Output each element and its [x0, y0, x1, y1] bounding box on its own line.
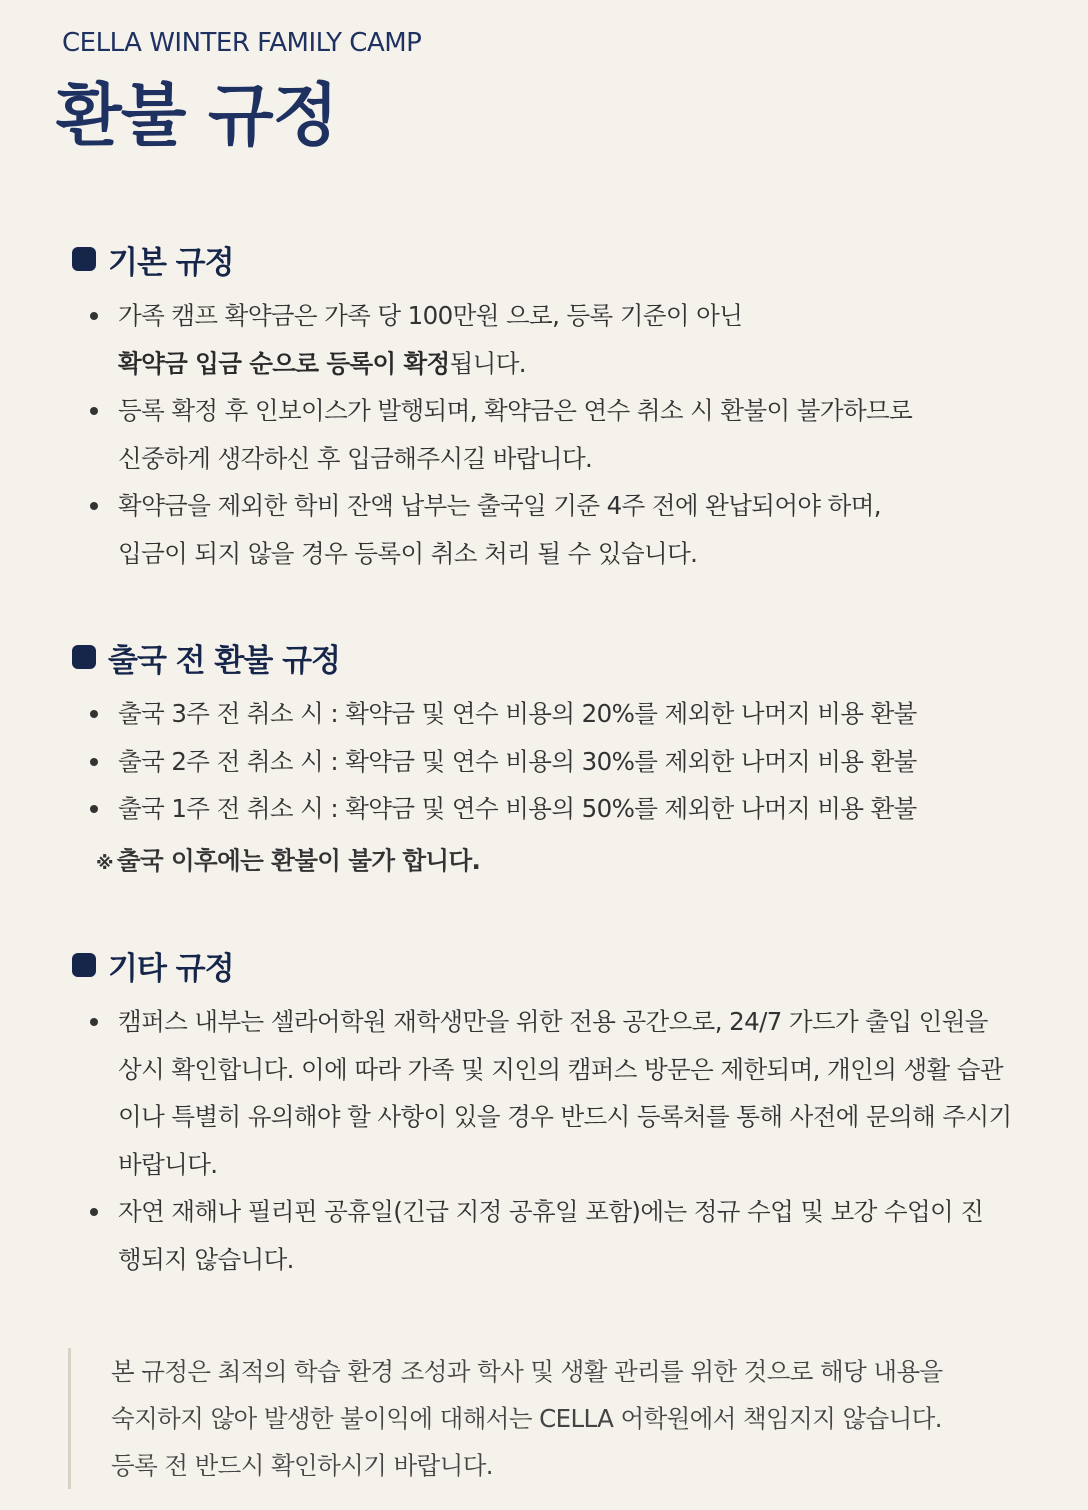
- list-item: [72, 387, 1072, 482]
- section-refund-before-departure: [72, 634, 1072, 886]
- item-text: 출국 2주 전 취소 시 : 확약금 및 연수 비용의 30%를 제외한 나머지 비용 환불: [118, 746, 917, 776]
- bullet-dot-icon: [90, 1018, 98, 1026]
- item-text: 입금이 되지 않을 경우 등록이 취소 처리 될 수 있습니다.: [118, 538, 698, 568]
- section-title: 기타 규정: [108, 950, 234, 987]
- bullet-dot-icon: [90, 1208, 98, 1216]
- disclaimer-text: 등록 전 반드시 확인하시기 바랍니다.: [111, 1451, 493, 1480]
- bullet-dot-icon: [90, 312, 98, 320]
- item-text: 가족 캠프 확약금은 가족 당 100만원 으로, 등록 기준이 아닌: [118, 301, 743, 330]
- section-basic-rules: [72, 236, 1072, 577]
- disclaimer-quote: [68, 1348, 1088, 1489]
- item-text: 출국 3주 전 취소 시 : 확약금 및 연수 비용의 20%를 제외한 나머지 비용 환불: [118, 699, 917, 728]
- note-text: 출국 이후에는 환불이 불가 합니다.: [116, 845, 481, 875]
- item-text: 확약금을 제외한 학비 잔액 납부는 출국일 기준 4주 전에 완납되어야 하며,: [118, 491, 881, 520]
- disclaimer-text: 숙지하지 않아 발생한 불이익에 대해서는 CELLA 어학원에서 책임지지 않습니다.: [111, 1404, 942, 1433]
- list-item: [72, 482, 1072, 577]
- section-heading: [72, 942, 1072, 988]
- item-text: 이나 특별히 유의해야 할 사항이 있을 경우 반드시 등록처를 통해 사전에 문의해 주시기: [118, 1102, 1012, 1131]
- rule-list: [72, 690, 1072, 833]
- item-text: 자연 재해나 필리핀 공휴일(긴급 지정 공휴일 포함)에는 정규 수업 및 보강 수업이 진: [118, 1197, 984, 1226]
- item-text: 행되지 않습니다.: [118, 1244, 294, 1274]
- bullet-dot-icon: [90, 502, 98, 510]
- bullet-dot-icon: [90, 710, 98, 718]
- disclaimer-text: 본 규정은 최적의 학습 환경 조성과 학사 및 생활 관리를 위한 것으로 해당 내용을: [111, 1357, 943, 1386]
- section-other-rules: [72, 942, 1072, 1283]
- rule-list: [72, 998, 1072, 1283]
- page-title: 환불 규정: [56, 77, 338, 156]
- item-text: 바랍니다.: [118, 1149, 218, 1179]
- item-text: 상시 확인합니다. 이에 따라 가족 및 지인의 캠퍼스 방문은 제한되며, 개인의 생활 습관: [118, 1054, 1003, 1084]
- item-text: 됩니다.: [449, 348, 526, 378]
- item-text: [118, 340, 1072, 388]
- list-item: [72, 292, 1072, 387]
- refund-note: [72, 839, 1072, 886]
- list-item: [72, 785, 1072, 833]
- list-item: [72, 998, 1072, 1188]
- reference-mark-icon: ※: [96, 852, 113, 874]
- section-heading: [72, 634, 1072, 680]
- camp-name: CELLA WINTER FAMILY CAMP: [62, 28, 422, 58]
- rule-list: [72, 292, 1072, 577]
- list-item: [72, 738, 1072, 786]
- bullet-dot-icon: [90, 407, 98, 415]
- emphasis-text: 확약금 입금 순으로 등록이 확정: [118, 348, 450, 378]
- item-text: 등록 확정 후 인보이스가 발행되며, 확약금은 연수 취소 시 환불이 불가하므로: [118, 396, 913, 425]
- section-title: 기본 규정: [108, 244, 234, 281]
- square-bullet-icon: [72, 645, 96, 669]
- square-bullet-icon: [72, 247, 96, 271]
- item-text: 신중하게 생각하신 후 입금해주시길 바랍니다.: [118, 443, 593, 473]
- bullet-dot-icon: [90, 758, 98, 766]
- item-text: 캠퍼스 내부는 셀라어학원 재학생만을 위한 전용 공간으로, 24/7 가드가 출입 인원을: [118, 1007, 988, 1036]
- bullet-dot-icon: [90, 805, 98, 813]
- section-heading: [72, 236, 1072, 282]
- item-text: 출국 1주 전 취소 시 : 확약금 및 연수 비용의 50%를 제외한 나머지 비용 환불: [118, 794, 917, 823]
- square-bullet-icon: [72, 953, 96, 977]
- list-item: [72, 1188, 1072, 1283]
- section-title: 출국 전 환불 규정: [108, 642, 340, 679]
- list-item: [72, 690, 1072, 738]
